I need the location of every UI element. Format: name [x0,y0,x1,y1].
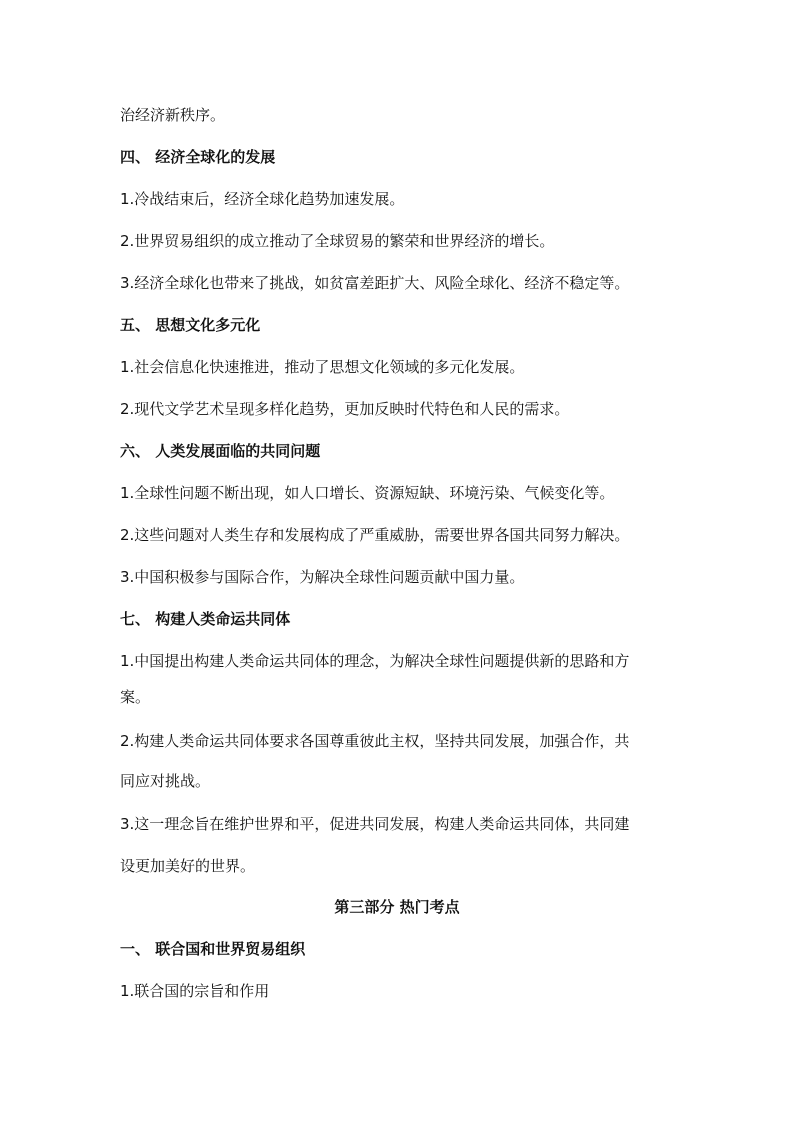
paragraph-line: 案。 [120,688,151,706]
paragraph-line: 2.构建人类命运共同体要求各国尊重彼此主权，坚持共同发展，加强合作，共 [120,732,630,750]
paragraph-line: 2.这些问题对人类生存和发展构成了严重威胁，需要世界各国共同努力解决。 [120,526,630,544]
paragraph-line: 2.世界贸易组织的成立推动了全球贸易的繁荣和世界经济的增长。 [120,232,555,250]
paragraph-line: 设更加美好的世界。 [120,857,256,875]
paragraph-line: 2.现代文学艺术呈现多样化趋势，更加反映时代特色和人民的需求。 [120,400,570,418]
paragraph-line: 1.社会信息化快速推进，推动了思想文化领域的多元化发展。 [120,358,525,376]
section-heading: 七、 构建人类命运共同体 [120,610,291,628]
paragraph-line: 1.冷战结束后，经济全球化趋势加速发展。 [120,190,405,208]
paragraph-line: 同应对挑战。 [120,772,211,790]
paragraph-line: 1.全球性问题不断出现，如人口增长、资源短缺、环境污染、气候变化等。 [120,484,615,502]
section-heading: 五、 思想文化多元化 [120,316,261,334]
paragraph-line: 1.联合国的宗旨和作用 [120,982,270,1000]
section-heading: 六、 人类发展面临的共同问题 [120,442,321,460]
section-heading: 四、 经济全球化的发展 [120,148,276,166]
paragraph-line: 3.这一理念旨在维护世界和平，促进共同发展，构建人类命运共同体，共同建 [120,815,630,833]
paragraph-line: 1.中国提出构建人类命运共同体的理念，为解决全球性问题提供新的思路和方 [120,652,630,670]
paragraph-line: 3.经济全球化也带来了挑战，如贫富差距扩大、风险全球化、经济不稳定等。 [120,274,630,292]
paragraph-line: 3.中国积极参与国际合作，为解决全球性问题贡献中国力量。 [120,568,525,586]
part-title: 第三部分 热门考点 [334,898,460,916]
section-heading: 一、 联合国和世界贸易组织 [120,940,306,958]
paragraph-line: 治经济新秩序。 [120,106,226,124]
